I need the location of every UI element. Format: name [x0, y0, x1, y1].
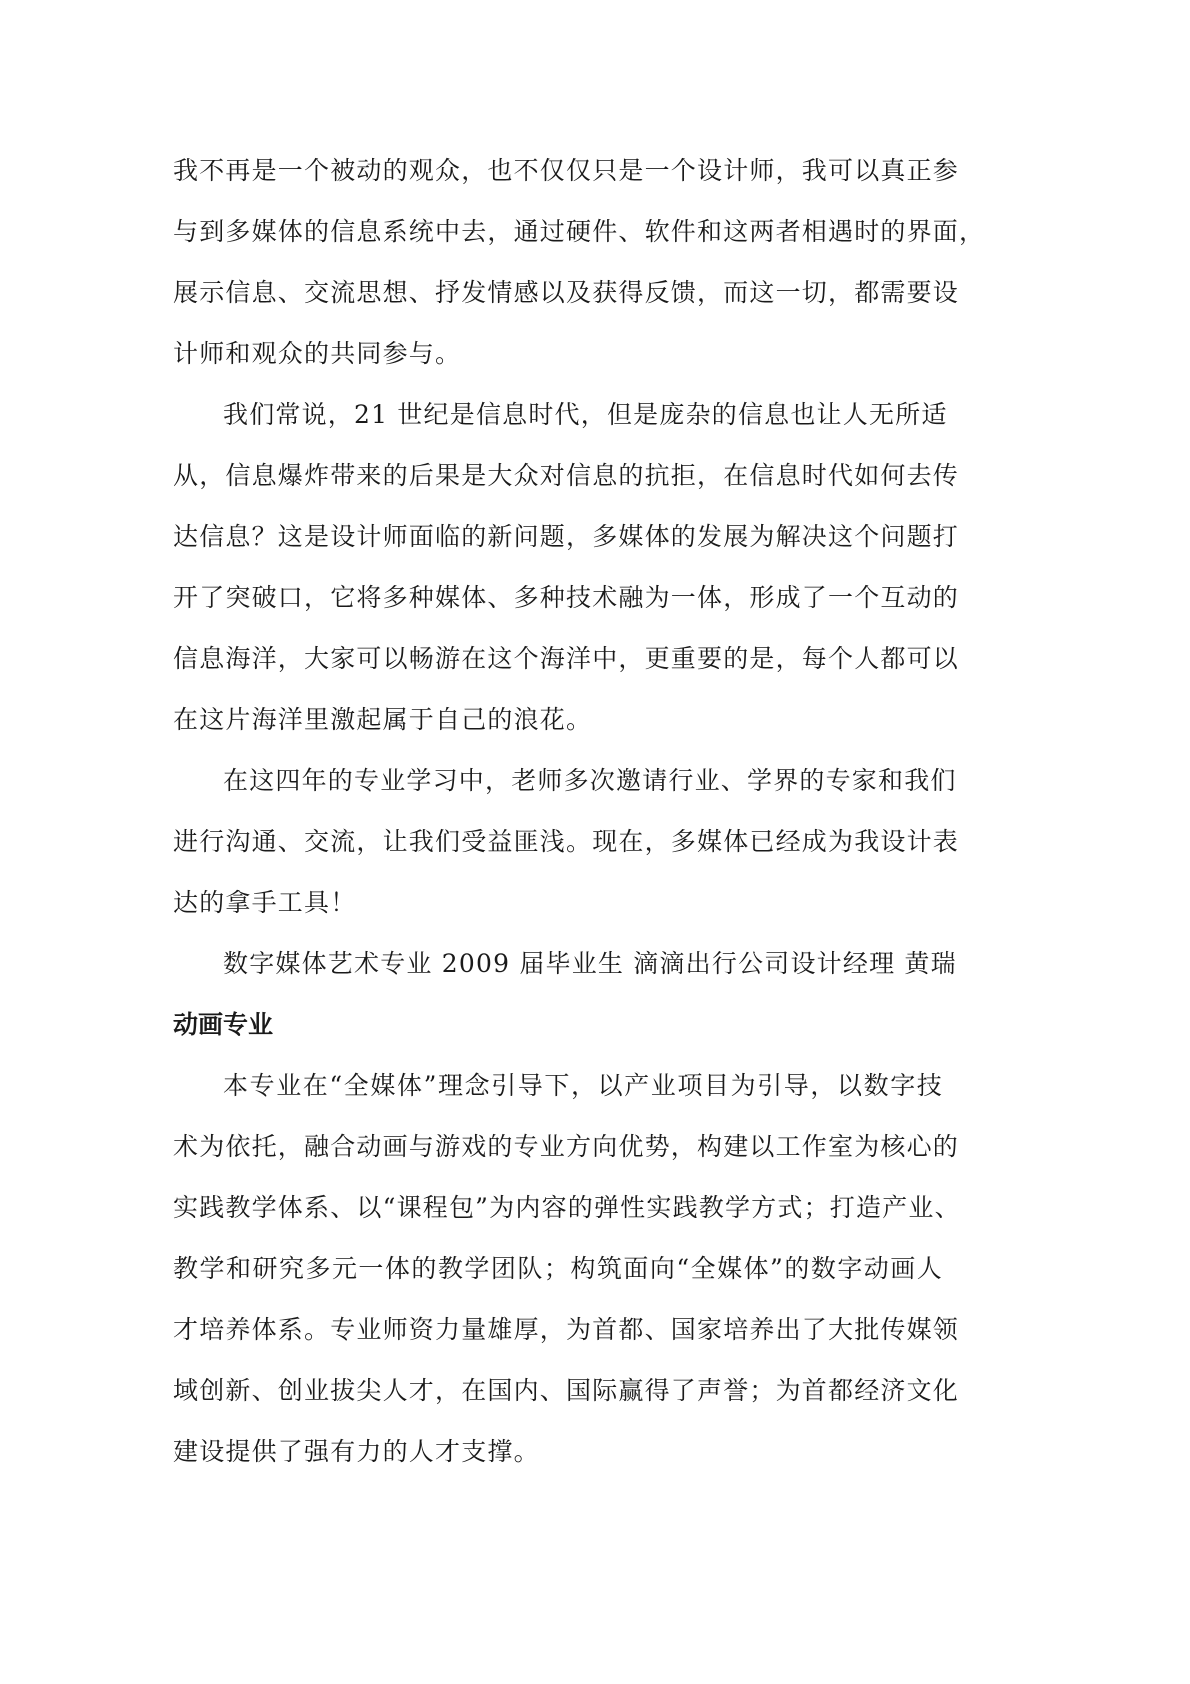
paragraph-1	[173, 140, 986, 384]
text-line: 进行沟通、交流，让我们受益匪浅。现在，多媒体已经成为我设计表	[173, 827, 960, 856]
section-paragraph	[173, 1055, 961, 1482]
section-heading: 动画专业	[173, 1010, 274, 1039]
paragraph-2	[173, 384, 960, 750]
text-line: 计师和观众的共同参与。	[173, 339, 462, 368]
text-line: 与到多媒体的信息系统中去，通过硬件、软件和这两者相遇时的界面，	[173, 217, 986, 246]
text-line: 我不再是一个被动的观众，也不仅仅只是一个设计师，我可以真正参	[173, 156, 960, 185]
document-page	[173, 140, 986, 1482]
text-line: 域创新、创业拔尖人才，在国内、国际赢得了声誉；为首都经济文化	[173, 1376, 960, 1405]
text-line: 展示信息、交流思想、抒发情感以及获得反馈，而这一切，都需要设	[173, 278, 960, 307]
text-line: 信息海洋，大家可以畅游在这个海洋中，更重要的是，每个人都可以	[173, 644, 960, 673]
text-line: 在这片海洋里激起属于自己的浪花。	[173, 705, 593, 734]
signature	[173, 933, 957, 994]
signature-line: 数字媒体艺术专业 2009 届毕业生 滴滴出行公司设计经理 黄瑞	[223, 949, 957, 978]
text-line: 建设提供了强有力的人才支撑。	[173, 1437, 540, 1466]
text-line: 本专业在“全媒体”理念引导下，以产业项目为引导，以数字技	[223, 1071, 943, 1100]
text-line: 在这四年的专业学习中，老师多次邀请行业、学界的专家和我们	[223, 766, 957, 795]
text-line: 从，信息爆炸带来的后果是大众对信息的抗拒，在信息时代如何去传	[173, 461, 960, 490]
text-line: 实践教学体系、以“课程包”为内容的弹性实践教学方式；打造产业、	[173, 1193, 961, 1222]
paragraph-3	[173, 750, 960, 933]
text-line: 术为依托，融合动画与游戏的专业方向优势，构建以工作室为核心的	[173, 1132, 960, 1161]
text-line: 达的拿手工具！	[173, 888, 357, 917]
text-line: 达信息？这是设计师面临的新问题，多媒体的发展为解决这个问题打	[173, 522, 960, 551]
text-line: 教学和研究多元一体的教学团队；构筑面向“全媒体”的数字动画人	[173, 1254, 943, 1283]
text-line: 我们常说，21 世纪是信息时代，但是庞杂的信息也让人无所适	[223, 400, 948, 429]
text-line: 才培养体系。专业师资力量雄厚，为首都、国家培养出了大批传媒领	[173, 1315, 960, 1344]
text-line: 开了突破口，它将多种媒体、多种技术融为一体，形成了一个互动的	[173, 583, 960, 612]
